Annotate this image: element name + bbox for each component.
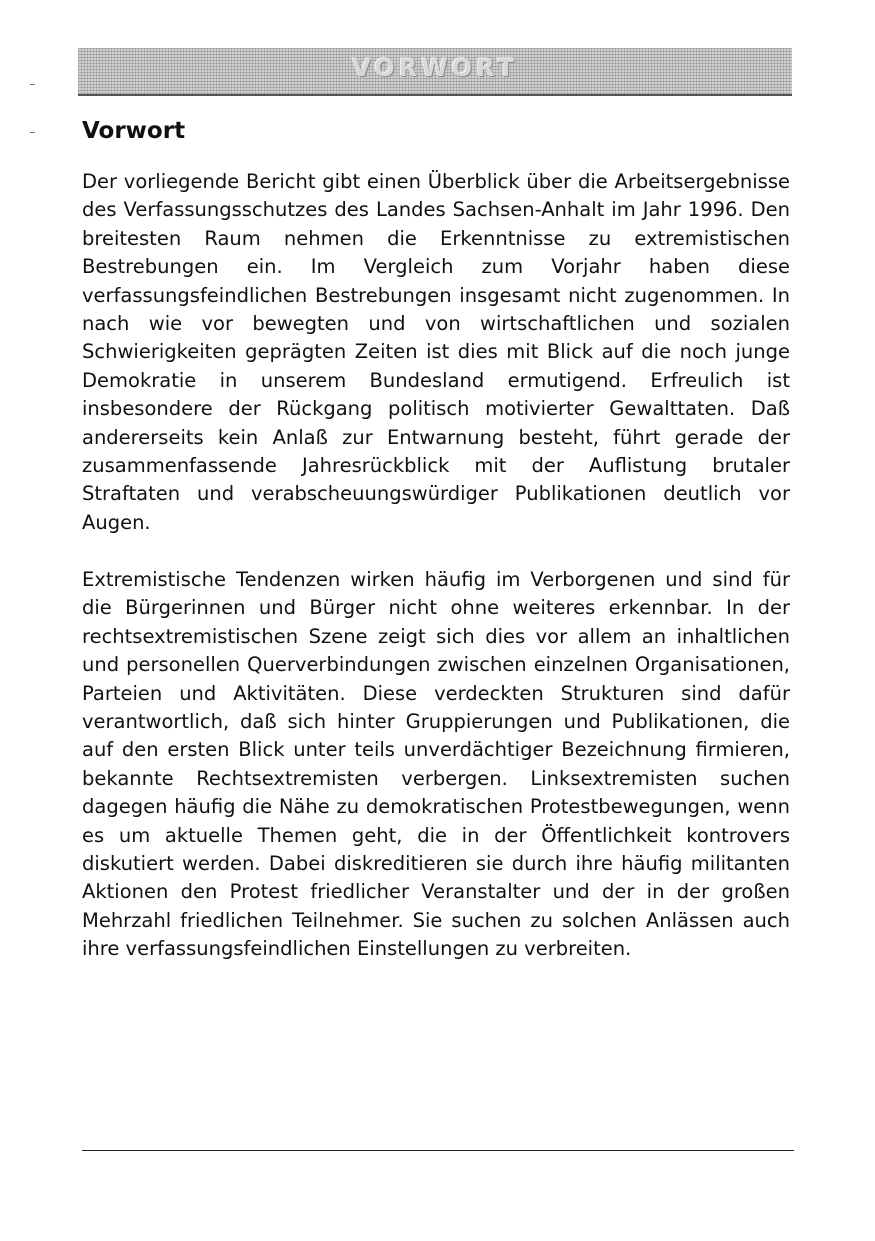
header-band-text: VORWORT <box>352 54 518 82</box>
paragraph-1: Der vorliegende Bericht gibt einen Überblick über die Arbeitsergebnisse des Verfassungsschutzes des Landes Sachsen-Anhalt im Jahr 1996. Den breitesten Raum nehmen die Erkenntnisse zu extremistischen Bestrebungen ein. Im Vergleich zum Vorjahr haben diese verfassungsfeindlichen Bestrebungen insgesamt nicht zugenommen. In nach wie vor bewegten und von wirtschaftlichen und sozialen Schwierigkeiten geprägten Zeiten ist dies mit Blick auf die noch junge Demokratie in unserem Bundesland ermutigend. Erfreulich ist insbesondere der Rückgang politisch motivierter Gewalttaten. Daß andererseits kein Anlaß zur Entwarnung besteht, führt gerade der zusammenfassende Jahresrückblick mit der Auflistung brutaler Straftaten und verabscheuungswürdiger Publikationen deutlich vor Augen. <box>82 170 790 534</box>
footer-rule <box>82 1150 794 1151</box>
margin-mark <box>30 132 35 133</box>
header-band <box>78 48 792 96</box>
page-title: Vorwort <box>82 118 186 144</box>
margin-mark <box>30 84 35 85</box>
paragraph-2: Extremistische Tendenzen wirken häufig im Verborgenen und sind für die Bürgerinnen und Bürger nicht ohne weiteres erkennbar. In der rechtsextremistischen Szene zeigt sich dies vor allem an inhaltlichen und personellen Querverbindungen zwischen einzelnen Organisationen, Parteien und Aktivitäten. Diese verdeckten Strukturen sind dafür verantwortlich, daß sich hinter Gruppierungen und Publikationen, die auf den ersten Blick unter teils unverdächtiger Bezeichnung firmieren, bekannte Rechtsextremisten verbergen. Linksextremisten suchen dagegen häufig die Nähe zu demokratischen Protestbewegungen, wenn es um aktuelle Themen geht, die in der Öffentlichkeit kontrovers diskutiert werden. Dabei diskreditieren sie durch ihre häufig militanten Aktionen den Protest friedlicher Veranstalter und der in der großen Mehrzahl friedlichen Teilnehmer. Sie suchen zu solchen Anlässen auch ihre verfassungsfeindlichen Einstellungen zu verbreiten. <box>82 568 790 961</box>
